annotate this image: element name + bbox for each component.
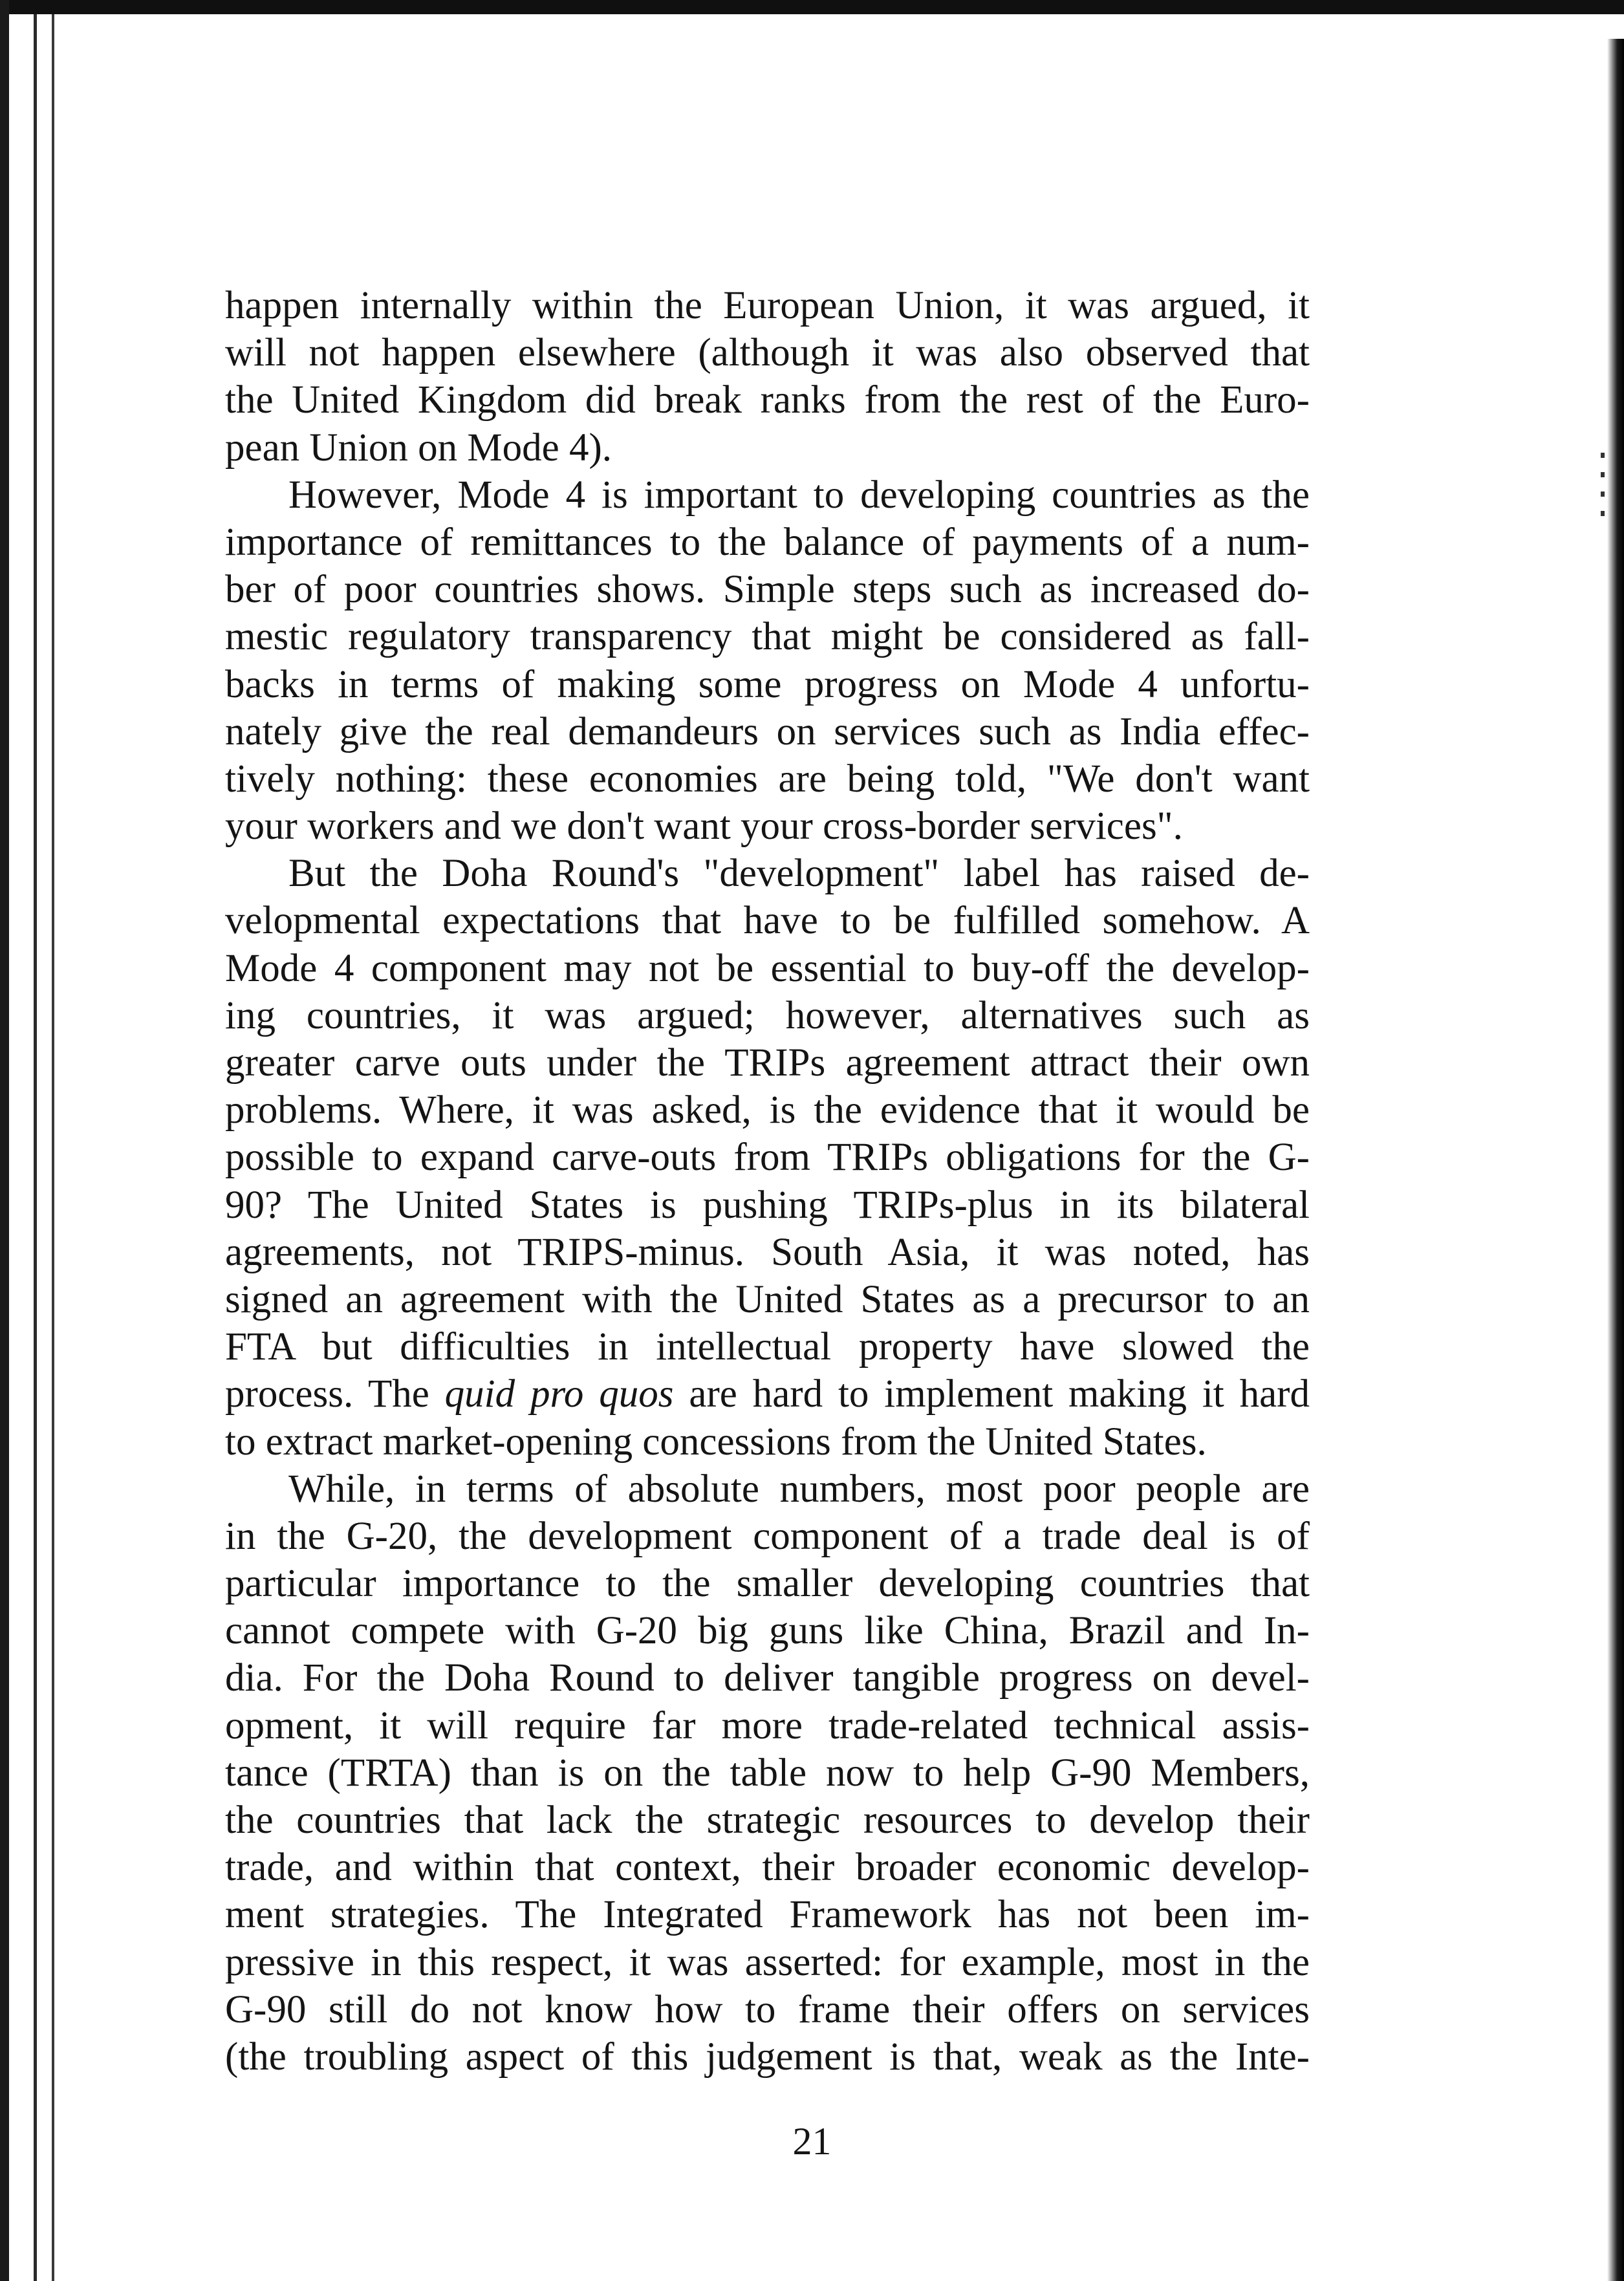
text-line: greater carve outs under the TRIPs agreement attract their own: [225, 1041, 1310, 1085]
scan-right-shadow: [1607, 39, 1624, 2281]
body-text: [225, 282, 1310, 2081]
text-line: While, in terms of absolute numbers, most poor people are: [288, 1467, 1310, 1511]
text-line: cannot compete with G-20 big guns like China, Brazil and In-: [225, 1609, 1310, 1653]
text-line: ber of poor countries shows. Simple steps such as increased do-: [225, 568, 1310, 612]
text-line: signed an agreement with the United States as a precursor to an: [225, 1277, 1310, 1321]
paragraph: [225, 1465, 1310, 2081]
text-line: possible to expand carve-outs from TRIPs obligations for the G-: [225, 1136, 1310, 1180]
text-line: tively nothing: these economies are being told, "We don't want: [225, 757, 1310, 801]
text-line: nately give the real demandeurs on services such as India effec-: [225, 709, 1310, 753]
text-line: mestic regulatory transparency that might be considered as fall-: [225, 615, 1310, 659]
binding-line: [52, 14, 54, 2281]
text-line: backs in terms of making some progress on Mode 4 unfortu-: [225, 662, 1310, 706]
text-line: agreements, not TRIPS-minus. South Asia, it was noted, has: [225, 1230, 1310, 1274]
text-line: pean Union on Mode 4).: [225, 426, 612, 470]
text-line: Mode 4 component may not be essential to buy-off the develop-: [225, 946, 1310, 990]
text-line: your workers and we don't want your cross-border services".: [225, 805, 1183, 849]
binding-line: [34, 14, 37, 2281]
paragraph: [225, 282, 1310, 471]
text-line: opment, it will require far more trade-related technical assis-: [225, 1703, 1310, 1747]
text-line: pressive in this respect, it was asserted: for example, most in the: [225, 1940, 1310, 1984]
text-line: FTA but difficulties in intellectual property have slowed the: [225, 1325, 1310, 1369]
text-line: the United Kingdom did break ranks from the rest of the Euro-: [225, 378, 1310, 422]
text-line: ing countries, it was argued; however, alternatives such as: [225, 993, 1310, 1037]
text-line: to extract market-opening concessions from the United States.: [225, 1420, 1207, 1464]
text-line: importance of remittances to the balance of payments of a num-: [225, 520, 1310, 564]
text-line: 90? The United States is pushing TRIPs-plus in its bilateral: [225, 1183, 1310, 1227]
text-line: process. The quid pro quos are hard to implement making it hard: [225, 1372, 1310, 1416]
text-line: problems. Where, it was asked, is the evidence that it would be: [225, 1088, 1310, 1132]
text-line: velopmental expectations that have to be fulfilled somehow. A: [225, 899, 1310, 943]
text-line: (the troubling aspect of this judgement is that, weak as the Inte-: [225, 2035, 1310, 2079]
page-number: 21: [792, 2120, 832, 2163]
text-line: will not happen elsewhere (although it was also observed that: [225, 331, 1310, 375]
scan-left-border: [0, 0, 9, 2281]
text-line: But the Doha Round's "development" label has raised de-: [288, 852, 1310, 896]
paragraph: [225, 850, 1310, 1465]
text-line: tance (TRTA) than is on the table now to help G-90 Members,: [225, 1751, 1310, 1795]
text-line: ment strategies. The Integrated Framework has not been im-: [225, 1893, 1310, 1937]
text-line: dia. For the Doha Round to deliver tangible progress on devel-: [225, 1656, 1310, 1700]
text-line: particular importance to the smaller developing countries that: [225, 1562, 1310, 1606]
text-line: However, Mode 4 is important to developing countries as the: [288, 473, 1310, 517]
text-line: happen internally within the European Union, it was argued, it: [225, 284, 1310, 327]
scan-right-dots: [1601, 453, 1605, 530]
scan-top-edge: [0, 0, 1624, 14]
text-line: trade, and within that context, their broader economic develop-: [225, 1846, 1310, 1890]
text-line: the countries that lack the strategic resources to develop their: [225, 1799, 1310, 1842]
text-line: in the G-20, the development component of a trade deal is of: [225, 1514, 1310, 1558]
text-line: G-90 still do not know how to frame their offers on services: [225, 1987, 1310, 2031]
paragraph: [225, 471, 1310, 850]
